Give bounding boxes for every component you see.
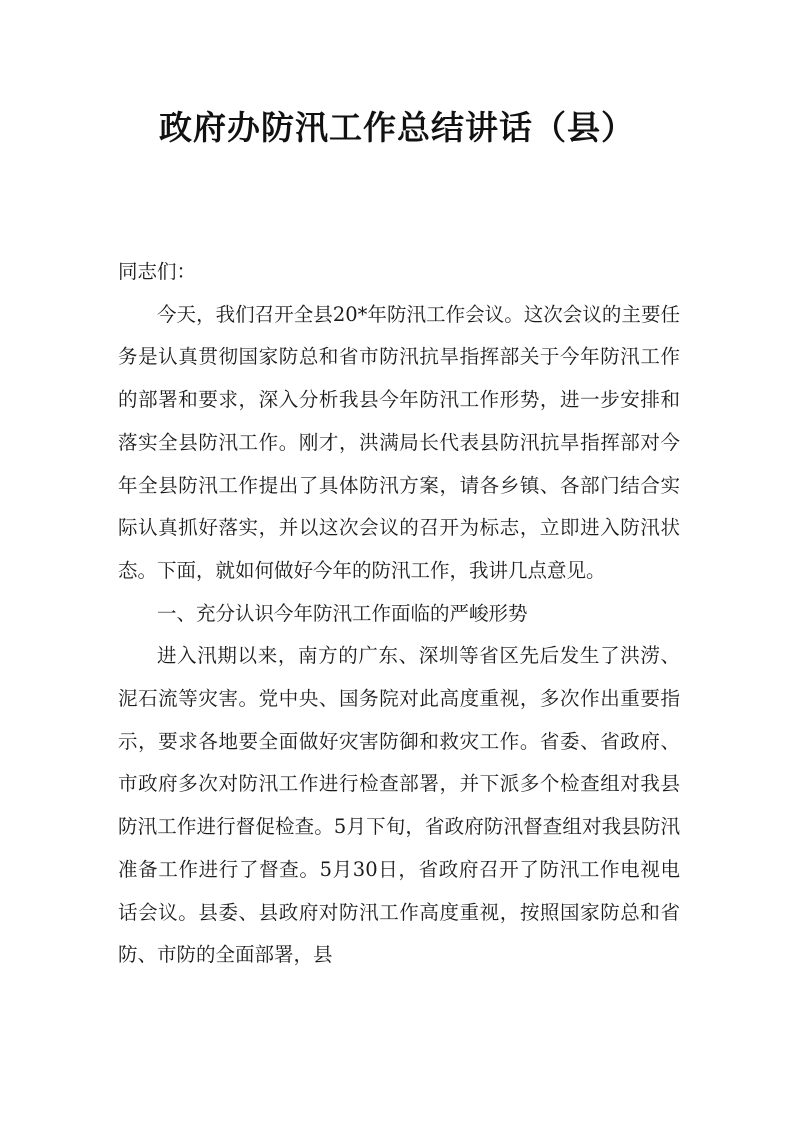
section-heading-1: 一、充分认识今年防汛工作面临的严峻形势 — [157, 601, 528, 625]
document-body — [118, 251, 680, 977]
paragraph-intro: 今天，我们召开全县20*年防汛工作会议。这次会议的主要任务是认真贯彻国家防总和省市防汛抗旱指挥部关于今年防汛工作的部署和要求，深入分析我县今年防汛工作形势，进一步安排和落实全县防汛工作。刚才，洪满局长代表县防汛抗旱指挥部对今年全县防汛工作提出了具体防汛方案，请各乡镇、各部门结合实际认真抓好落实，并以这次会议的召开为标志，立即进入防汛状态。下面，就如何做好今年的防汛工作，我讲几点意见。 — [118, 302, 680, 582]
paragraph-situation: 进入汛期以来，南方的广东、深圳等省区先后发生了洪涝、泥石流等灾害。党中央、国务院对此高度重视，多次作出重要指示，要求各地要全面做好灾害防御和救灾工作。省委、省政府、市政府多次对防汛工作进行检查部署，并下派多个检查组对我县防汛工作进行督促检查。5月下旬，省政府防汛督查组对我县防汛准备工作进行了督查。5月30日，省政府召开了防汛工作电视电话会议。县委、县政府对防汛工作高度重视，按照国家防总和省防、市防的全面部署，县 — [118, 644, 680, 967]
document-title: 政府办防汛工作总结讲话（县） — [159, 108, 635, 147]
salutation: 同志们： — [118, 260, 197, 283]
